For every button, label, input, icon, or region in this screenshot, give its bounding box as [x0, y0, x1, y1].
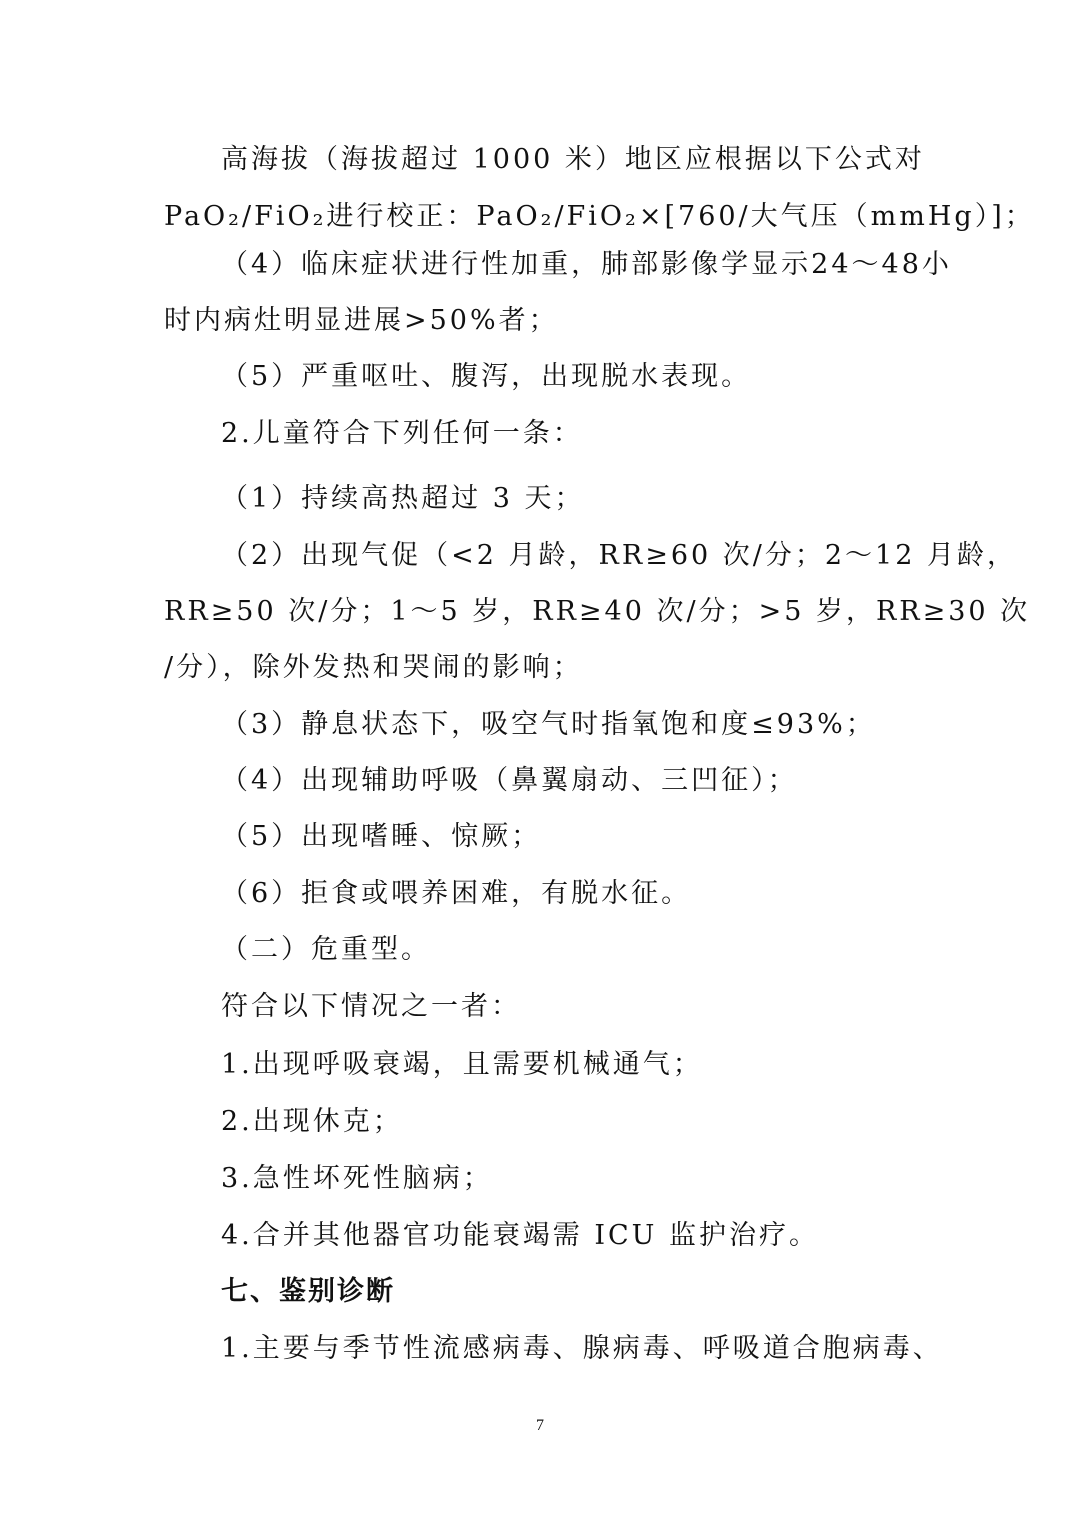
page-number: 7 — [536, 1417, 544, 1434]
paragraph-line-5: （5）严重呕吐、腹泻，出现脱水表现。 — [221, 361, 752, 392]
section-heading-differential-diagnosis: 七、鉴别诊断 — [221, 1276, 395, 1307]
paragraph-line-7: （1）持续高热超过 3 天； — [221, 483, 585, 514]
paragraph-line-3: （4）临床症状进行性加重，肺部影像学显示24～48小 — [221, 249, 952, 280]
paragraph-line-11: （3）静息状态下，吸空气时指氧饱和度≤93%； — [221, 709, 876, 740]
paragraph-line-13: （5）出现嗜睡、惊厥； — [221, 821, 542, 852]
paragraph-line-17: 1.出现呼吸衰竭，且需要机械通气； — [221, 1049, 703, 1080]
paragraph-line-9: RR≥50 次/分；1～5 岁，RR≥40 次/分；>5 岁，RR≥30 次 — [164, 596, 1031, 627]
paragraph-line-20: 4.合并其他器官功能衰竭需 ICU 监护治疗。 — [221, 1220, 820, 1251]
paragraph-line-18: 2.出现休克； — [221, 1106, 403, 1137]
paragraph-line-19: 3.急性坏死性脑病； — [221, 1163, 493, 1194]
paragraph-line-8: （2）出现气促（<2 月龄，RR≥60 次/分；2～12 月龄， — [221, 540, 1017, 571]
paragraph-line-1: 高海拔（海拔超过 1000 米）地区应根据以下公式对 — [221, 144, 925, 175]
section-heading-critical: （二）危重型。 — [221, 934, 431, 965]
paragraph-line-6: 2.儿童符合下列任何一条： — [221, 418, 583, 449]
paragraph-line-16: 符合以下情况之一者： — [221, 991, 521, 1022]
paragraph-line-4: 时内病灶明显进展>50%者； — [164, 305, 559, 336]
paragraph-line-14: （6）拒食或喂养困难，有脱水征。 — [221, 878, 692, 909]
paragraph-line-22: 1.主要与季节性流感病毒、腺病毒、呼吸道合胞病毒、 — [221, 1333, 943, 1364]
paragraph-line-2: PaO₂/FiO₂进行校正：PaO₂/FiO₂×[760/大气压（mmHg）]； — [164, 201, 1035, 232]
paragraph-line-12: （4）出现辅助呼吸（鼻翼扇动、三凹征）； — [221, 765, 798, 796]
paragraph-line-10: /分），除外发热和哭闹的影响； — [164, 652, 583, 683]
